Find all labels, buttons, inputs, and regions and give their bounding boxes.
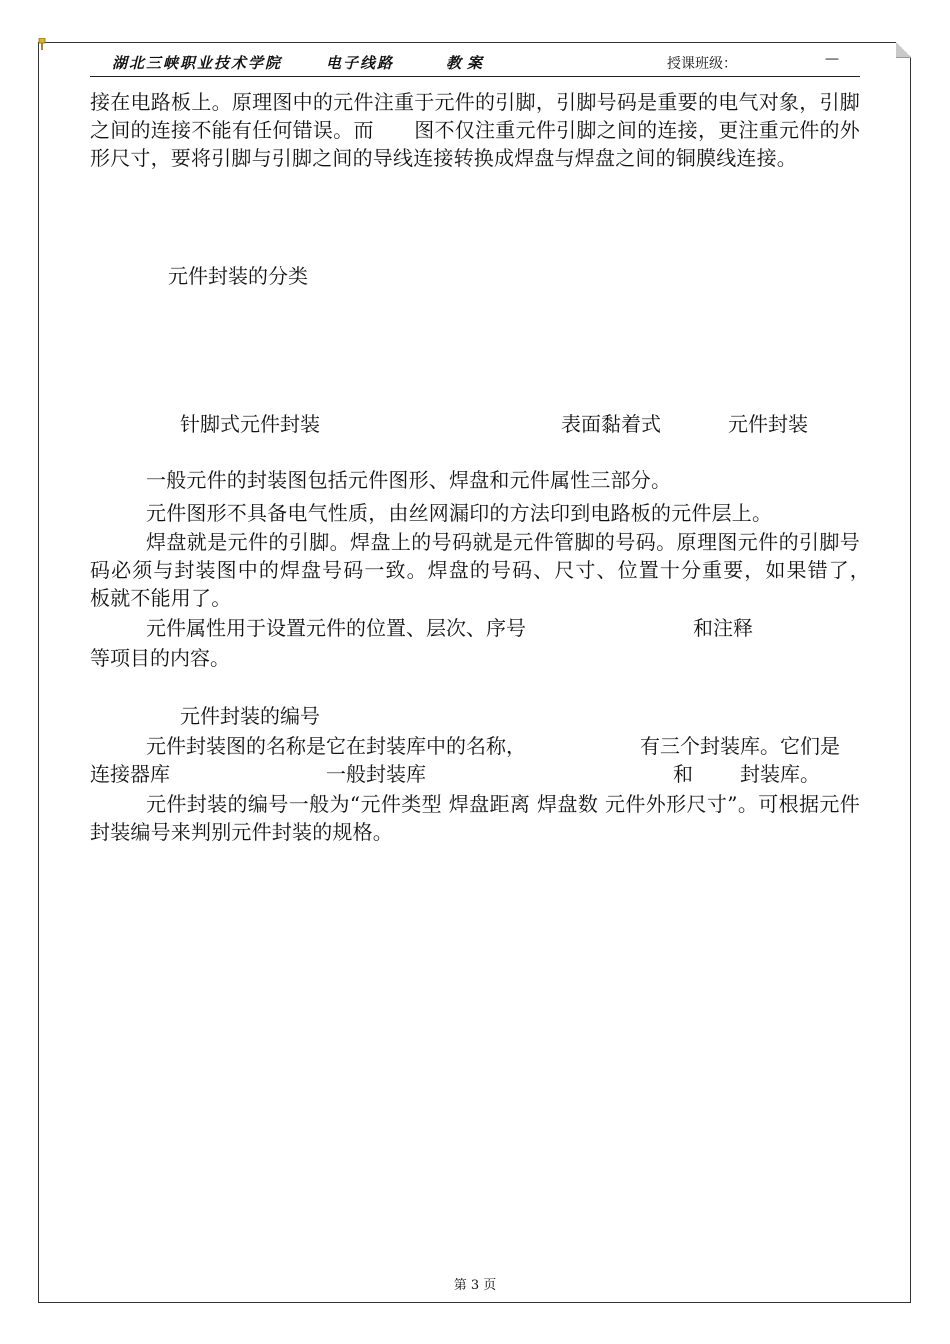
- paragraph-attributes-part2: 和注释: [693, 616, 753, 640]
- page-frame: [38, 42, 911, 1303]
- page-number: 第 3 页: [453, 1278, 497, 1293]
- paragraph-names-part1: 元件封装图的名称是它在封装库中的名称，: [146, 734, 526, 758]
- paragraph-attributes-part3: 等项目的内容。: [90, 646, 230, 670]
- label-smd-package-part1: 表面黏着式: [561, 412, 661, 436]
- heading-numbering: 元件封装的编号: [180, 704, 320, 728]
- paragraph-package-code: 元件封装的编号一般为“元件类型 焊盘距离 焊盘数 元件外形尺寸”。可根据元件封装编号来判别元件封装的规格。: [90, 792, 860, 844]
- page-corner-fold: [896, 42, 911, 58]
- library-connector: 连接器库: [90, 762, 170, 786]
- course-name: 电子线路: [326, 54, 395, 72]
- paragraph-component-graphic: 元件图形不具备电气性质，由丝网漏印的方法印到电路板的元件层上。: [146, 501, 773, 525]
- library-third: 封装库。: [740, 762, 820, 786]
- paragraph-package-parts: 一般元件的封装图包括元件图形、焊盘和元件属性三部分。: [146, 468, 672, 492]
- paragraph-names-part2: 有三个封装库。它们是: [640, 734, 840, 758]
- label-smd-package-part2: 元件封装: [728, 412, 808, 436]
- document-header: [90, 48, 860, 77]
- paragraph-attributes-part1: 元件属性用于设置元件的位置、层次、序号: [146, 616, 526, 640]
- page-frame-top-edge: [38, 42, 898, 43]
- library-conjunction: 和: [673, 762, 693, 786]
- pin-icon: [38, 38, 46, 50]
- label-through-hole-package: 针脚式元件封装: [180, 412, 320, 436]
- class-label: 授课班级：: [667, 56, 737, 72]
- library-general: 一般封装库: [326, 762, 426, 786]
- document-type: 教案: [446, 54, 489, 72]
- heading-classification: 元件封装的分类: [168, 264, 308, 288]
- class-value: —: [825, 51, 839, 67]
- intro-paragraph: 接在电路板上。原理图中的元件注重于元件的引脚，引脚号码是重要的电气对象，引脚之间的连接不能有任何错误。而 图不仅注重元件引脚之间的连接，更注重元件的外形尺寸，要将引脚与引脚之间的导线连接转换成焊盘与焊盘之间的铜膜线连接。: [90, 90, 860, 170]
- school-name: 湖北三峡职业技术学院: [112, 54, 283, 72]
- paragraph-pad: 焊盘就是元件的引脚。焊盘上的号码就是元件管脚的号码。原理图元件的引脚号码必须与封装图中的焊盘号码一致。焊盘的号码、尺寸、位置十分重要，如果错了， 板就不能用了。: [90, 530, 901, 610]
